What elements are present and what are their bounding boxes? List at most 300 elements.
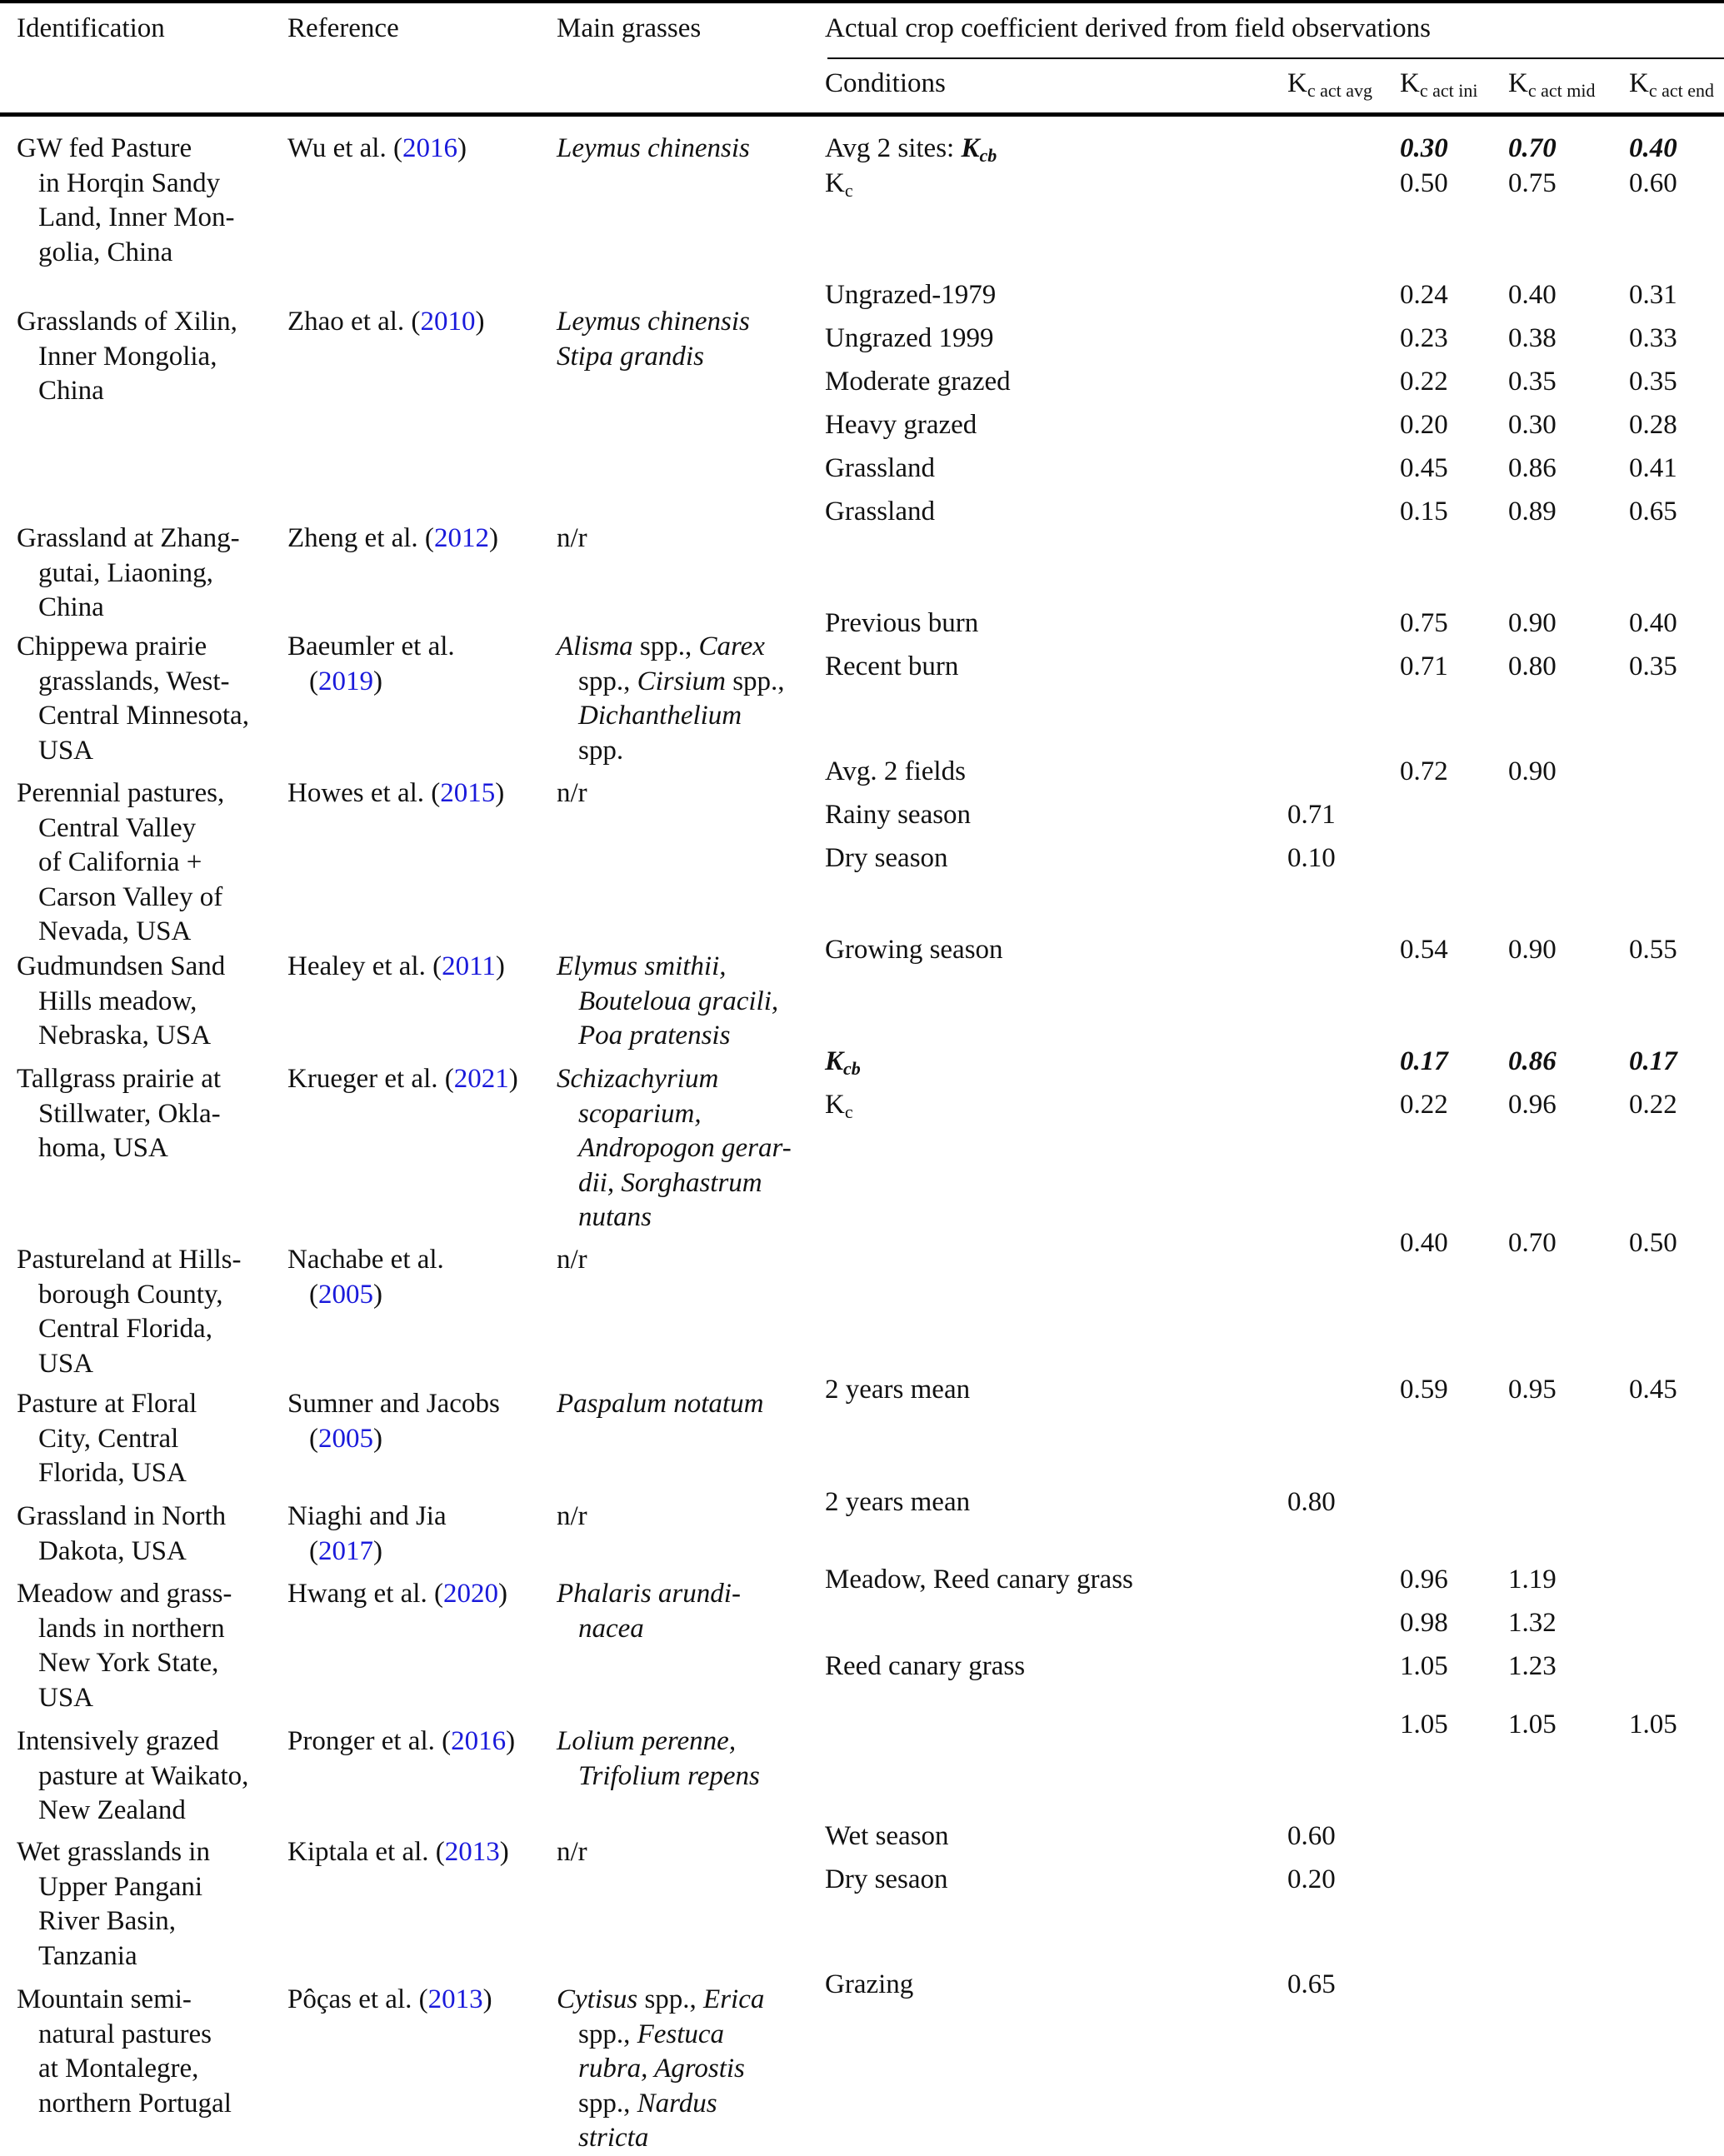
kc-ini-value: 0.30 — [1400, 133, 1448, 163]
identification-line: Grassland at Zhang- — [17, 523, 240, 553]
condition-text: Recent burn — [825, 651, 959, 681]
kc-ini-value: 0.20 — [1400, 410, 1448, 440]
identification-line: City, Central — [38, 1423, 179, 1454]
reference-cell — [287, 1724, 515, 1759]
reference-year-link[interactable]: 2021 — [453, 1064, 509, 1094]
paren-close: ) — [482, 1984, 492, 2014]
paren-close: ) — [488, 523, 498, 553]
condition-text: Dry sesaon — [825, 1864, 948, 1894]
condition-text: Previous burn — [825, 608, 979, 638]
condition-label — [825, 1563, 1133, 1598]
paren-open: ( — [309, 1279, 318, 1310]
grass-text: spp., — [637, 1984, 704, 2014]
grass-line — [557, 1200, 792, 1235]
paren-open: ( — [309, 1423, 318, 1454]
paren-close: ) — [495, 778, 505, 808]
kc-symbol: K — [1400, 68, 1420, 98]
reference-year-link[interactable]: 2005 — [318, 1423, 373, 1454]
species-name: Stipa grandis — [557, 341, 704, 372]
identification-cell — [17, 1500, 226, 1569]
kc-mid-value: 0.80 — [1508, 651, 1557, 681]
condition-label — [825, 1373, 970, 1408]
kc-ini-value: 1.05 — [1400, 1709, 1448, 1739]
identification-line: Grassland in North — [17, 1501, 227, 1531]
identification-cell — [17, 1577, 232, 1715]
kc-end-value: 0.65 — [1629, 497, 1677, 527]
paren-close: ) — [508, 1064, 518, 1094]
grass-line — [557, 132, 750, 167]
reference-line — [287, 1835, 509, 1870]
reference-year-link[interactable]: 2005 — [318, 1279, 373, 1310]
kc-end-value: 0.41 — [1629, 453, 1677, 483]
grass-line — [557, 2052, 764, 2087]
main-grasses-cell — [557, 1387, 763, 1422]
kc-end-value: 0.35 — [1629, 651, 1677, 681]
paren-open: ( — [309, 1535, 318, 1566]
identification-line: Tallgrass prairie at — [17, 1064, 222, 1094]
kc-end-value: 0.40 — [1629, 133, 1677, 163]
kc-end-value: 0.45 — [1629, 1375, 1677, 1405]
condition-label — [825, 322, 994, 357]
reference-line — [287, 305, 484, 340]
species-name: nacea — [578, 1613, 644, 1644]
kc-mid-value: 0.35 — [1508, 367, 1557, 397]
identification-line: Florida, USA — [38, 1458, 187, 1489]
reference-year-link[interactable]: 2012 — [433, 523, 489, 553]
reference-year-link[interactable]: 2017 — [318, 1535, 373, 1566]
reference-cell — [287, 630, 455, 699]
identification-line: New York State, — [38, 1648, 219, 1679]
reference-authors: Wu et al. ( — [287, 133, 402, 163]
grass-line — [557, 2018, 764, 2053]
identification-line: Land, Inner Mon- — [38, 202, 235, 233]
identification-line: Stillwater, Okla- — [38, 1098, 221, 1129]
species-name: Festuca — [637, 2019, 725, 2049]
kc-symbol: K — [1629, 68, 1649, 98]
header-identification: Identification — [17, 13, 165, 43]
identification-line: grasslands, West- — [38, 666, 230, 696]
main-grasses-cell — [557, 522, 587, 556]
header-kc-act-mid — [1508, 67, 1595, 107]
kc-mid-value: 1.32 — [1508, 1608, 1557, 1638]
identification-line: Wet grasslands in — [17, 1837, 210, 1867]
kc-ini-value: 1.05 — [1400, 1651, 1448, 1681]
grass-line — [557, 340, 750, 375]
condition-text: Grassland — [825, 453, 935, 483]
grass-text: spp., — [578, 666, 637, 696]
kc-ini-value: 0.17 — [1400, 1046, 1448, 1076]
paren-close: ) — [499, 1837, 509, 1867]
grass-text: n/r — [557, 523, 587, 553]
kc-mid-value: 0.38 — [1508, 323, 1557, 353]
k-letter: K — [825, 1090, 845, 1120]
main-grasses-cell — [557, 132, 750, 167]
grass-line — [557, 2121, 764, 2156]
condition-label — [825, 798, 971, 833]
reference-year-line — [287, 1422, 500, 1457]
species-name: Erica — [703, 1984, 765, 2014]
species-name: Cirsium — [637, 666, 726, 696]
header-kc-act-avg — [1287, 67, 1372, 107]
condition-label — [825, 1485, 970, 1520]
species-name: Elymus smithii, — [557, 951, 727, 981]
reference-line — [287, 1724, 515, 1759]
identification-line: Perennial pastures, — [17, 778, 225, 808]
reference-year-link[interactable]: 2020 — [442, 1579, 498, 1609]
kc-mid-value: 0.70 — [1508, 1228, 1557, 1258]
identification-line: Dakota, USA — [38, 1535, 187, 1566]
identification-cell — [17, 1835, 210, 1974]
kc-mid-value: 0.30 — [1508, 410, 1557, 440]
paren-close: ) — [497, 1579, 507, 1609]
grass-line — [557, 1097, 792, 1132]
kc-symbol: K — [1287, 68, 1307, 98]
species-name: Leymus chinensis — [557, 133, 750, 163]
reference-year-link[interactable]: 2019 — [318, 666, 373, 696]
reference-cell — [287, 132, 467, 167]
reference-cell — [287, 522, 498, 556]
identification-cell — [17, 950, 225, 1054]
reference-year-link[interactable]: 2013 — [444, 1837, 500, 1867]
identification-cell — [17, 1724, 248, 1829]
identification-line: River Basin, — [38, 1906, 176, 1937]
kc-ini-value: 0.15 — [1400, 497, 1448, 527]
species-name: Andropogon gerar- — [578, 1133, 792, 1164]
kc-symbol — [825, 1090, 853, 1120]
identification-line: of California + — [38, 847, 202, 878]
kcb-symbol — [961, 133, 997, 166]
grass-line — [557, 776, 587, 811]
kc-mid-value: 0.75 — [1508, 168, 1557, 198]
table-top-rule — [0, 0, 1724, 3]
condition-label — [825, 1088, 853, 1130]
kc-mid-value: 1.19 — [1508, 1565, 1557, 1595]
grass-line — [557, 1131, 792, 1166]
kc-ini-value: 0.50 — [1400, 168, 1448, 198]
species-name: Alisma — [557, 631, 633, 661]
grass-text: spp., — [578, 2019, 637, 2049]
identification-line: Grasslands of Xilin, — [17, 307, 237, 337]
identification-cell — [17, 630, 249, 768]
kc-subscript: c act ini — [1419, 80, 1478, 101]
k-subscript: cb — [979, 145, 997, 166]
grass-line — [557, 1612, 741, 1647]
species-name: Phalaris arundi- — [557, 1579, 741, 1609]
condition-label — [825, 841, 948, 876]
paren-close: ) — [475, 307, 485, 337]
identification-line: Chippewa prairie — [17, 631, 207, 661]
condition-text: Heavy grazed — [825, 410, 977, 440]
kc-symbol — [825, 168, 853, 201]
condition-label — [825, 1863, 948, 1898]
kc-ini-value: 0.59 — [1400, 1375, 1448, 1405]
kc-ini-value: 0.71 — [1400, 651, 1448, 681]
condition-text: Moderate grazed — [825, 367, 1011, 397]
identification-line: Tanzania — [38, 1940, 137, 1971]
kc-end-value: 1.05 — [1629, 1709, 1677, 1739]
condition-text: Growing season — [825, 935, 1003, 965]
condition-label — [825, 495, 935, 530]
reference-year-line — [287, 665, 455, 700]
main-grasses-cell — [557, 1835, 587, 1870]
identification-line: gutai, Liaoning, — [38, 557, 213, 588]
identification-line: Upper Pangani — [38, 1871, 203, 1902]
identification-line: New Zealand — [38, 1795, 186, 1826]
species-name: rubra, Agrostis — [578, 2054, 745, 2084]
condition-text: Rainy season — [825, 800, 972, 830]
condition-label — [825, 650, 958, 685]
grass-text: spp., — [578, 2088, 637, 2119]
identification-cell — [17, 305, 237, 409]
reference-authors: Hwang et al. ( — [287, 1579, 443, 1609]
k-letter: K — [825, 1046, 844, 1076]
kc-ini-value: 0.54 — [1400, 935, 1448, 965]
paren-close: ) — [373, 666, 382, 696]
paren-close: ) — [373, 1279, 382, 1310]
species-name: Cytisus — [557, 1984, 638, 2014]
kc-mid-value: 1.23 — [1508, 1651, 1557, 1681]
kc-ini-value: 0.23 — [1400, 323, 1448, 353]
identification-line: Meadow and grass- — [17, 1579, 232, 1609]
identification-line: golia, China — [38, 237, 173, 267]
kc-mid-value: 0.96 — [1508, 1090, 1557, 1120]
condition-label — [825, 1819, 949, 1854]
species-name: Nardus — [637, 2088, 717, 2119]
kc-avg-value: 0.80 — [1287, 1487, 1336, 1517]
condition-text: Avg 2 sites: — [825, 133, 962, 163]
reference-authors: Krueger et al. ( — [287, 1064, 454, 1094]
grass-line — [557, 1577, 741, 1612]
species-name: nutans — [578, 1202, 652, 1233]
reference-line — [287, 522, 498, 556]
identification-line: borough County, — [38, 1279, 223, 1310]
grass-line — [557, 985, 778, 1020]
reference-cell — [287, 305, 484, 340]
identification-line: lands in northern — [38, 1613, 225, 1644]
k-subscript: cb — [843, 1058, 861, 1079]
grass-text: n/r — [557, 1501, 587, 1531]
species-name: Schizachyrium — [557, 1064, 719, 1094]
kc-end-value: 0.35 — [1629, 367, 1677, 397]
k-letter: K — [961, 133, 980, 163]
reference-cell — [287, 1062, 518, 1097]
identification-line: Central Florida, — [38, 1314, 212, 1345]
header-kc-act-ini — [1400, 67, 1477, 107]
header-group-crop-coefficient: Actual crop coefficient derived from field observations — [825, 13, 1431, 43]
identification-line: Carson Valley of — [38, 881, 223, 912]
table-header-rule — [0, 112, 1724, 117]
reference-year-line — [287, 1278, 444, 1313]
reference-cell — [287, 950, 505, 985]
species-name: Bouteloua gracili, — [578, 986, 779, 1016]
grass-line — [557, 734, 785, 769]
reference-year-link[interactable]: 2015 — [440, 778, 496, 808]
condition-label — [825, 755, 966, 790]
identification-line: China — [38, 376, 104, 407]
kc-end-value: 0.28 — [1629, 410, 1677, 440]
kc-mid-value: 0.70 — [1508, 133, 1557, 163]
identification-line: USA — [38, 735, 94, 766]
paren-open: ( — [309, 666, 318, 696]
kc-ini-value: 0.40 — [1400, 1228, 1448, 1258]
reference-authors: Pronger et al. ( — [287, 1726, 452, 1756]
species-name: scoparium, — [578, 1098, 702, 1129]
main-grasses-cell — [557, 1062, 792, 1235]
reference-authors: Niaghi and Jia — [287, 1501, 447, 1531]
kc-ini-value: 0.24 — [1400, 280, 1448, 310]
reference-authors: Kiptala et al. ( — [287, 1837, 445, 1867]
condition-text: 2 years mean — [825, 1487, 971, 1517]
identification-line: Gudmundsen Sand — [17, 951, 226, 981]
grass-line — [557, 1835, 587, 1870]
grass-text: spp., — [725, 666, 785, 696]
main-grasses-cell — [557, 1243, 587, 1278]
grass-line — [557, 522, 587, 556]
identification-cell — [17, 1243, 241, 1381]
paren-close: ) — [373, 1423, 382, 1454]
reference-cell — [287, 776, 504, 811]
kc-mid-value: 0.90 — [1508, 756, 1557, 786]
identification-line: Central Valley — [38, 812, 197, 843]
identification-line: in Horqin Sandy — [38, 167, 221, 198]
kc-avg-value: 0.71 — [1287, 800, 1336, 830]
kcb-symbol — [825, 1046, 861, 1079]
paren-close: ) — [506, 1726, 516, 1756]
species-name: stricta — [578, 2123, 649, 2154]
main-grasses-cell — [557, 776, 587, 811]
species-name: Carex — [698, 631, 765, 661]
kc-ini-value: 0.22 — [1400, 367, 1448, 397]
species-name: Paspalum notatum — [557, 1389, 764, 1419]
grass-line — [557, 1500, 587, 1535]
reference-line — [287, 132, 467, 167]
kc-mid-value: 0.40 — [1508, 280, 1557, 310]
reference-year-link[interactable]: 2013 — [427, 1984, 483, 2014]
identification-line: Pastureland at Hills- — [17, 1245, 242, 1275]
kc-ini-value: 0.45 — [1400, 453, 1448, 483]
grass-text: spp., — [632, 631, 699, 661]
species-name: Lolium perenne, — [557, 1726, 737, 1756]
kc-end-value: 0.31 — [1629, 280, 1677, 310]
kc-end-value: 0.22 — [1629, 1090, 1677, 1120]
grass-line — [557, 305, 750, 340]
condition-label — [825, 408, 977, 443]
reference-year-line — [287, 1535, 447, 1570]
kc-ini-value: 0.98 — [1400, 1608, 1448, 1638]
grass-line — [557, 1062, 792, 1097]
kc-avg-value: 0.20 — [1287, 1864, 1336, 1894]
condition-text: Dry season — [825, 843, 948, 873]
grass-line — [557, 950, 778, 985]
reference-authors: Howes et al. ( — [287, 778, 441, 808]
identification-line: natural pastures — [38, 2019, 212, 2049]
condition-text: 2 years mean — [825, 1375, 971, 1405]
kc-mid-value: 0.86 — [1508, 453, 1557, 483]
reference-line — [287, 1983, 492, 2018]
kc-mid-value: 0.90 — [1508, 608, 1557, 638]
condition-label — [825, 1649, 1025, 1684]
kc-ini-value: 0.96 — [1400, 1565, 1448, 1595]
grass-text: spp. — [578, 735, 624, 766]
reference-year-link[interactable]: 2016 — [451, 1726, 507, 1756]
kc-mid-value: 0.86 — [1508, 1046, 1557, 1076]
reference-authors: Zheng et al. ( — [287, 523, 434, 553]
condition-text: Grassland — [825, 497, 935, 527]
header-group-underline — [827, 57, 1724, 59]
main-grasses-cell — [557, 950, 778, 1054]
grass-text: n/r — [557, 1245, 587, 1275]
reference-cell — [287, 1500, 447, 1569]
reference-year-link[interactable]: 2011 — [442, 951, 496, 981]
identification-line: Intensively grazed — [17, 1726, 219, 1756]
grass-line — [557, 1243, 587, 1278]
condition-text: Ungrazed-1979 — [825, 280, 997, 310]
kc-mid-value: 0.89 — [1508, 497, 1557, 527]
grass-text: n/r — [557, 778, 587, 808]
k-letter: K — [825, 168, 845, 198]
reference-cell — [287, 1835, 509, 1870]
kc-ini-value: 0.72 — [1400, 756, 1448, 786]
grass-line — [557, 665, 785, 700]
kc-end-value: 0.17 — [1629, 1046, 1677, 1076]
kc-avg-value: 0.60 — [1287, 1821, 1336, 1851]
condition-label — [825, 167, 853, 208]
kc-end-value: 0.55 — [1629, 935, 1677, 965]
kc-ini-value: 0.22 — [1400, 1090, 1448, 1120]
reference-authors: Healey et al. ( — [287, 951, 442, 981]
identification-line: homa, USA — [38, 1133, 168, 1164]
reference-line — [287, 1062, 518, 1097]
main-grasses-cell — [557, 630, 785, 768]
kc-mid-value: 1.05 — [1508, 1709, 1557, 1739]
identification-line: Nevada, USA — [38, 916, 192, 947]
identification-cell — [17, 522, 240, 626]
condition-text: Avg. 2 fields — [825, 756, 966, 786]
reference-line — [287, 776, 504, 811]
kc-ini-value: 0.75 — [1400, 608, 1448, 638]
main-grasses-cell — [557, 305, 750, 374]
reference-line — [287, 950, 505, 985]
identification-line: Mountain semi- — [17, 1984, 192, 2014]
condition-text: Grazing — [825, 1969, 914, 1999]
kc-avg-value: 0.65 — [1287, 1969, 1336, 1999]
grass-line — [557, 1759, 760, 1794]
paren-close: ) — [495, 951, 505, 981]
condition-label — [825, 278, 996, 313]
grass-line — [557, 2087, 764, 2122]
kc-mid-value: 0.95 — [1508, 1375, 1557, 1405]
identification-line: Pasture at Floral — [17, 1389, 197, 1419]
kc-end-value: 0.33 — [1629, 323, 1677, 353]
condition-text: Meadow, Reed canary grass — [825, 1565, 1133, 1595]
k-subscript: c — [844, 1101, 853, 1122]
reference-year-link[interactable]: 2016 — [402, 133, 457, 163]
species-name: Dichanthelium — [578, 701, 742, 731]
header-kc-act-end — [1629, 67, 1714, 107]
reference-year-link[interactable]: 2010 — [420, 307, 476, 337]
identification-line: northern Portugal — [38, 2088, 232, 2119]
identification-line: pasture at Waikato, — [38, 1760, 249, 1791]
identification-line: Inner Mongolia, — [38, 341, 217, 372]
grass-line — [557, 1724, 760, 1759]
grass-line — [557, 699, 785, 734]
condition-label — [825, 1045, 861, 1086]
condition-label — [825, 452, 935, 487]
condition-text: Wet season — [825, 1821, 949, 1851]
condition-text: Reed canary grass — [825, 1651, 1026, 1681]
kc-subscript: c act mid — [1527, 80, 1596, 101]
reference-cell — [287, 1387, 500, 1456]
